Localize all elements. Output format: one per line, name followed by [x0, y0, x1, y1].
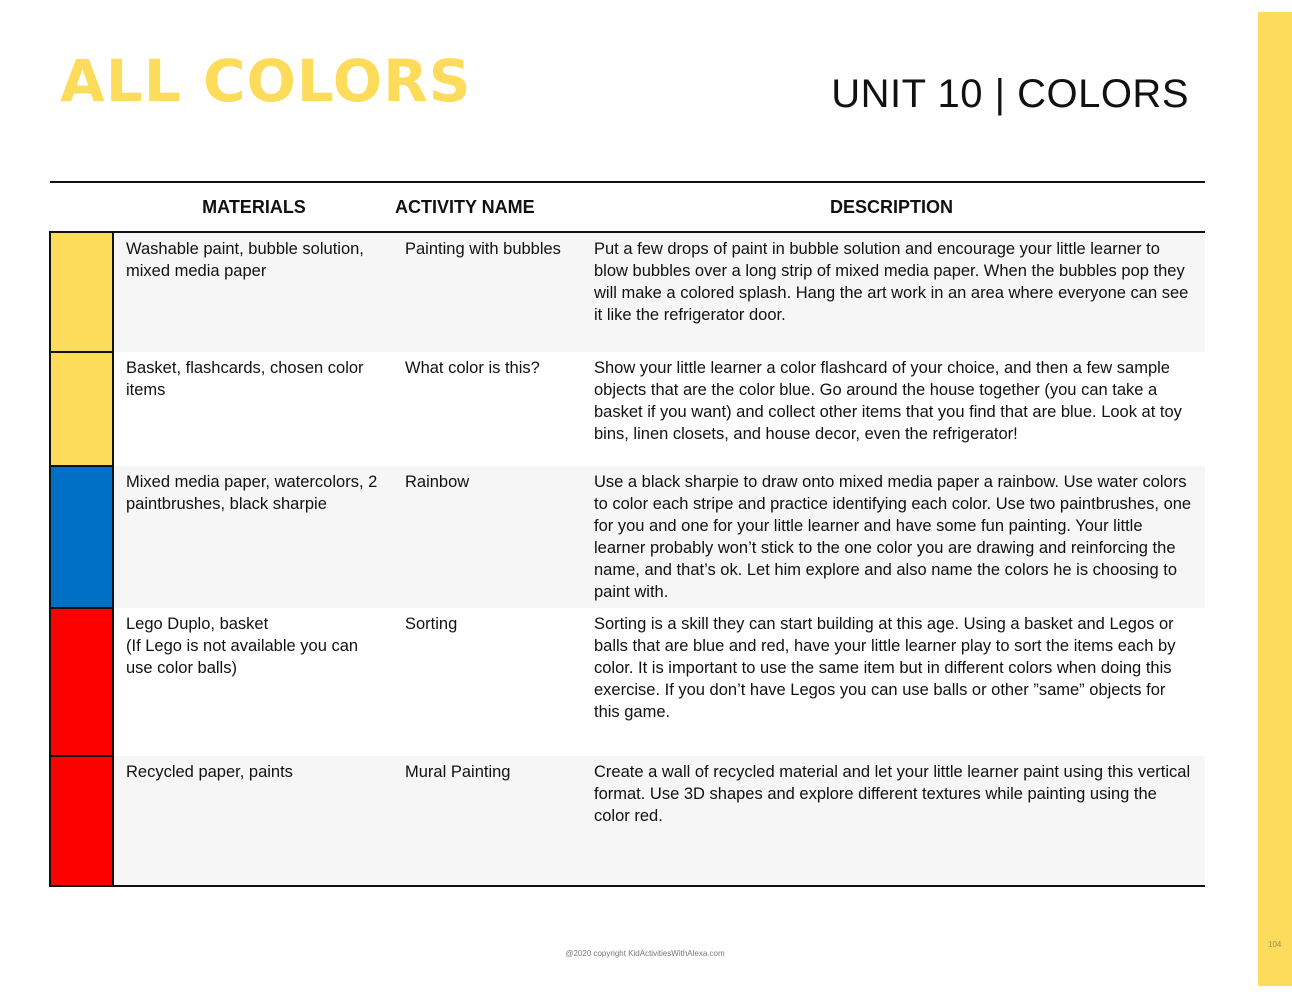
- table-header-row: [50, 182, 1205, 232]
- unit-title: UNIT 10 | COLORS: [831, 72, 1189, 116]
- page-title: ALL COLORS: [60, 47, 472, 115]
- activity-name-cell: Mural Painting: [395, 756, 578, 886]
- page-number: 104: [1268, 940, 1282, 949]
- table-row: [50, 466, 1205, 608]
- table-row: [50, 352, 1205, 466]
- activity-name-cell: What color is this?: [405, 359, 540, 377]
- color-swatch: [50, 756, 113, 886]
- materials-cell: Lego Duplo, basket (If Lego is not available you can use color balls): [126, 615, 359, 677]
- description-cell: Sorting is a skill they can start building at this age. Using a basket and Legos or balls that are blue and red, have your little learner play to sort the items each by color. It is important to use the same item but in different colors when doing this exercise. If you don’t have Legos you can use balls or other ”same” objects for this game.: [594, 615, 1176, 721]
- side-color-band: [1258, 12, 1292, 986]
- header-swatch: [50, 182, 113, 232]
- activity-name-cell: Painting with bubbles: [405, 240, 561, 258]
- description-cell: Create a wall of recycled material and let your little learner paint using this vertical format. Use 3D shapes and explore different textures while painting using the color red.: [578, 756, 1205, 886]
- color-swatch: [50, 466, 113, 608]
- materials-cell: Recycled paper, paints: [113, 756, 395, 886]
- table-row: [50, 608, 1205, 756]
- description-cell: Use a black sharpie to draw onto mixed media paper a rainbow. Use water colors to color each stripe and practice identifying each color. Use two paintbrushes, one for you and one for your little learner and have some fun painting. Your little learner probably won’t stick to the one color you are drawing and reinforcing the name, and that’s ok. Let him explore and also name the colors he is choosing to paint with.: [594, 473, 1192, 601]
- materials-cell: Basket, flashcards, chosen color items: [126, 359, 364, 399]
- header-materials: MATERIALS: [113, 182, 395, 232]
- color-swatch: [50, 608, 113, 756]
- header-description: DESCRIPTION: [578, 182, 1205, 232]
- materials-cell: Washable paint, bubble solution, mixed media paper: [126, 240, 364, 280]
- activity-table: [49, 181, 1205, 887]
- activity-name-cell: Sorting: [405, 615, 458, 633]
- description-cell: Show your little learner a color flashcard of your choice, and then a few sample objects that are the color blue. Go around the house together (you can take a basket if you want) and collect other items that you find that are blue. Look at toy bins, linen closets, and house decor, even the refrigerator!: [594, 359, 1182, 443]
- header-activity-name: ACTIVITY NAME: [395, 182, 578, 232]
- table-row: [50, 756, 1205, 886]
- color-swatch: [50, 232, 113, 352]
- table-row: [50, 232, 1205, 352]
- color-swatch: [50, 352, 113, 466]
- description-cell: Put a few drops of paint in bubble solution and encourage your little learner to blow bubbles over a long strip of mixed media paper. When the bubbles pop they will make a colored splash. Hang the art work in an area where everyone can see it like the refrigerator door.: [594, 240, 1189, 324]
- copyright-notice: @2020 copyright KidActivitiesWithAlexa.com: [565, 949, 725, 958]
- materials-cell: Mixed media paper, watercolors, 2 paintbrushes, black sharpie: [126, 473, 378, 513]
- activity-name-cell: Rainbow: [405, 473, 470, 491]
